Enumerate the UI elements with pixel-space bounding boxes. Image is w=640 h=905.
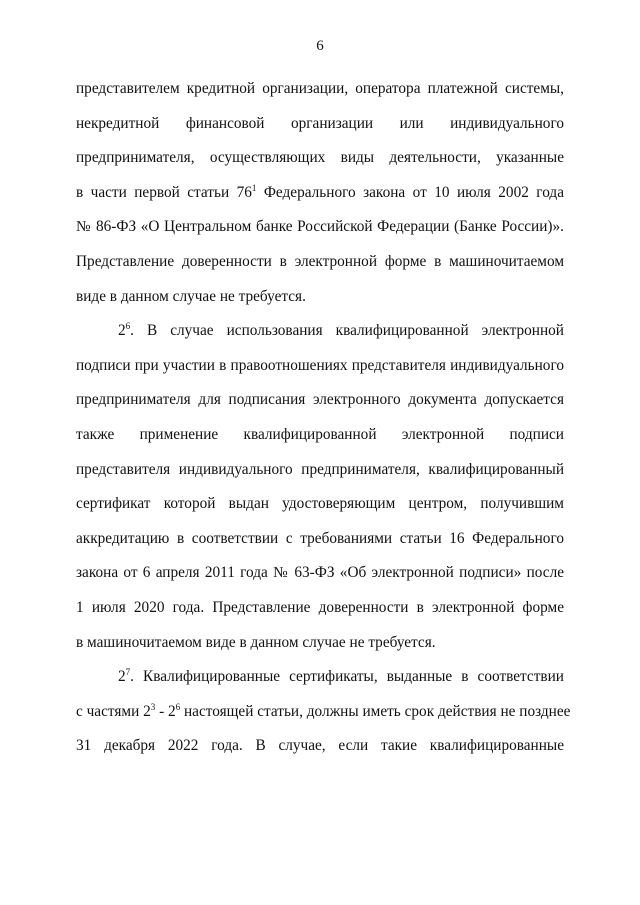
text-fragment: . В случае использования квалифицированной электронной [130, 322, 564, 340]
text-line: представителя индивидуального предпринимателя, квалифицированный [76, 460, 564, 478]
paragraph-2 [76, 314, 564, 660]
text-line: предпринимателя, осуществляющих виды деятельности, указанные [76, 149, 564, 167]
text-line: аккредитацию в соответствии с требованиями статьи 16 Федерального [76, 529, 564, 547]
text-line [76, 176, 564, 211]
text-fragment: настоящей статьи, должны иметь срок действия не позднее [180, 702, 571, 720]
superscript: 7 [125, 667, 131, 677]
text-line [76, 695, 571, 730]
text-line: представителем кредитной организации, оператора платежной системы, [76, 80, 564, 97]
superscript: 1 [251, 182, 257, 193]
clause-number: 2 [118, 322, 126, 340]
text-line: 1 июля 2020 года. Представление доверенности в электронной форме [76, 598, 564, 616]
text-line [76, 314, 564, 349]
text-line: сертификат которой выдан удостоверяющим центром, получившим [76, 495, 564, 513]
text-fragment: с частями 2 [76, 702, 151, 720]
text-line: подписи при участии в правоотношениях представителя индивидуального [76, 356, 564, 374]
paragraph-1 [76, 72, 564, 314]
text-line: предпринимателя для подписания электронного документа допускается [76, 391, 564, 409]
superscript: 6 [175, 701, 181, 712]
text-line: закона от 6 апреля 2011 года № 63-ФЗ «Об электронной подписи» после [76, 564, 564, 582]
superscript: 6 [125, 321, 131, 332]
text-fragment: . Квалифицированные сертификаты, выданные в соответствии [130, 668, 564, 686]
text-line: Представление доверенности в электронной форме в машиночитаемом [76, 252, 564, 270]
text-line [76, 660, 564, 695]
text-fragment: Федерального закона от 10 июля 2002 года [256, 183, 564, 201]
text-line: № 86-ФЗ «О Центральном банке Российской Федерации (Банке России)». [76, 218, 564, 236]
superscript: 3 [150, 701, 156, 712]
document-body [76, 72, 571, 764]
text-line: виде в данном случае не требуется. [76, 287, 306, 305]
text-line: некредитной финансовой организации или индивидуального [76, 114, 564, 132]
clause-number: 2 [118, 668, 126, 686]
text-line: в машиночитаемом виде в данном случае не требуется. [76, 633, 436, 651]
text-fragment: в части первой статьи 76 [76, 183, 252, 201]
page-number: 6 [316, 38, 324, 54]
text-fragment: - 2 [155, 702, 176, 720]
text-line: 31 декабря 2022 года. В случае, если такие квалифицированные [76, 737, 564, 755]
text-line: также применение квалифицированной электронной подписи [76, 425, 564, 443]
paragraph-3 [76, 660, 571, 764]
